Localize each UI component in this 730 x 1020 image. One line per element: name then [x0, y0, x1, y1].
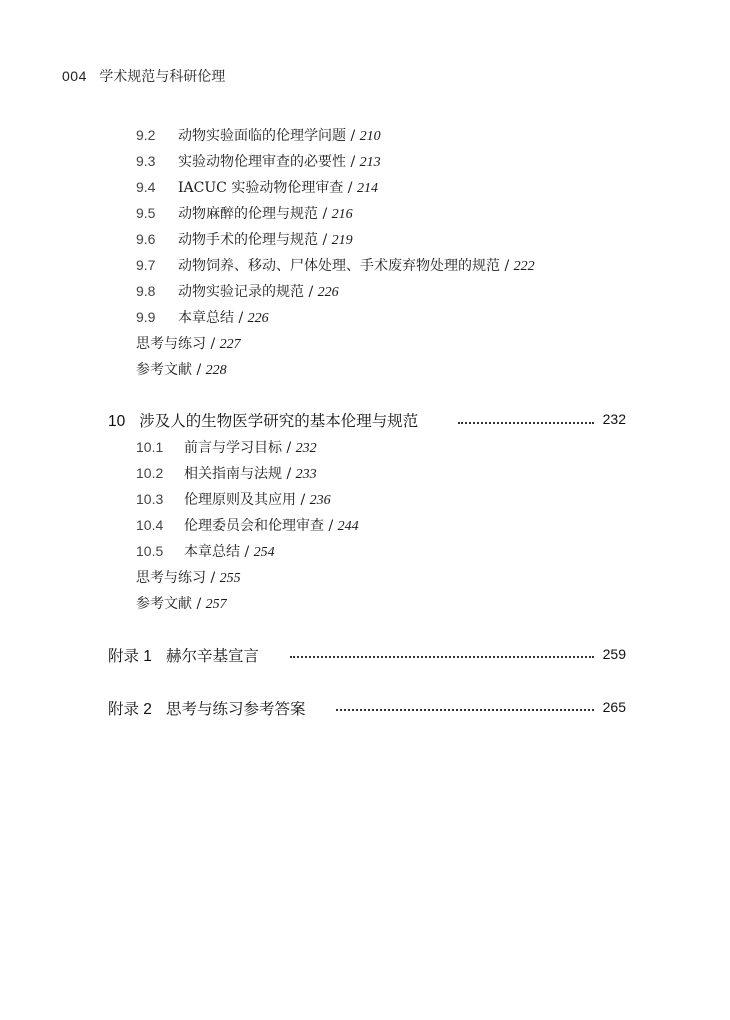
toc-entry-9-5[interactable]	[136, 203, 353, 223]
toc-entry-10-2[interactable]	[136, 463, 317, 483]
section-title: 动物饲养、移动、尸体处理、手术废弃物处理的规范	[178, 258, 500, 274]
appendix-number: 附录 2	[108, 701, 152, 718]
chapter-page-ref: 232	[602, 411, 626, 427]
section-title: 参考文献	[136, 596, 192, 612]
page-ref: 255	[219, 571, 241, 586]
section-title: 参考文献	[136, 362, 192, 378]
page-separator: /	[346, 128, 360, 144]
page-separator: /	[192, 596, 206, 612]
page-ref: 210	[359, 129, 381, 144]
toc-entry-ch9-references[interactable]	[136, 359, 227, 379]
toc-entry-9-8[interactable]	[136, 281, 339, 301]
page-ref: 244	[337, 519, 359, 534]
section-title: 动物麻醉的伦理与规范	[178, 206, 318, 222]
toc-entry-10-3[interactable]	[136, 489, 331, 509]
page-separator: /	[343, 180, 357, 196]
section-title: 思考与练习	[136, 570, 206, 586]
page-ref: 232	[295, 441, 317, 456]
running-header	[62, 66, 225, 86]
section-title: IACUC 实验动物伦理审查	[178, 180, 344, 196]
toc-entry-10-1[interactable]	[136, 437, 317, 457]
section-number: 9.6	[136, 231, 156, 247]
section-title: 本章总结	[184, 544, 240, 560]
section-title: 本章总结	[178, 310, 234, 326]
dot-leader	[336, 709, 594, 711]
page-ref: 228	[205, 363, 227, 378]
toc-entry-9-2[interactable]	[136, 125, 381, 145]
toc-entry-ch10-exercises[interactable]	[136, 567, 241, 587]
page-separator: /	[206, 336, 220, 352]
section-number: 9.7	[136, 257, 156, 273]
section-title: 伦理原则及其应用	[184, 492, 296, 508]
section-title: 思考与练习	[136, 336, 206, 352]
page-separator: /	[206, 570, 220, 586]
dot-leader	[290, 656, 594, 658]
toc-entry-ch9-exercises[interactable]	[136, 333, 241, 353]
section-title: 前言与学习目标	[184, 440, 282, 456]
page-ref: 214	[356, 181, 378, 196]
toc-entry-ch10-references[interactable]	[136, 593, 227, 613]
section-number: 9.4	[136, 179, 156, 195]
toc-entry-9-4[interactable]	[136, 177, 378, 197]
section-number: 10.2	[136, 465, 164, 481]
toc-entry-9-7[interactable]	[136, 255, 535, 275]
section-title: 伦理委员会和伦理审查	[184, 518, 324, 534]
section-number: 9.5	[136, 205, 156, 221]
appendix-page-ref: 259	[602, 646, 626, 662]
section-number: 10.4	[136, 517, 164, 533]
page-ref: 219	[331, 233, 353, 248]
section-title: 动物实验记录的规范	[178, 284, 304, 300]
section-title: 实验动物伦理审查的必要性	[178, 154, 346, 170]
page-separator: /	[282, 440, 296, 456]
section-title: 动物手术的伦理与规范	[178, 232, 318, 248]
section-title: 动物实验面临的伦理学问题	[178, 128, 346, 144]
page-separator: /	[500, 258, 514, 274]
dot-leader	[458, 422, 594, 424]
toc-appendix-1[interactable]	[108, 644, 259, 666]
toc-entry-9-6[interactable]	[136, 229, 353, 249]
page-separator: /	[234, 310, 248, 326]
page-ref: 222	[513, 259, 535, 274]
section-number: 10.3	[136, 491, 164, 507]
page-separator: /	[346, 154, 360, 170]
header-book-title: 学术规范与科研伦理	[99, 69, 226, 85]
section-number: 10.5	[136, 543, 164, 559]
appendix-title: 赫尔辛基宣言	[165, 647, 259, 665]
toc-entry-10-4[interactable]	[136, 515, 359, 535]
section-number: 9.9	[136, 309, 156, 325]
section-number: 9.8	[136, 283, 156, 299]
toc-entry-10-5[interactable]	[136, 541, 275, 561]
page-separator: /	[296, 492, 310, 508]
toc-appendix-2[interactable]	[108, 697, 305, 719]
page-ref: 226	[247, 311, 269, 326]
page-ref: 233	[295, 467, 317, 482]
page-separator: /	[318, 232, 332, 248]
header-page-number: 004	[62, 68, 87, 84]
page-separator: /	[240, 544, 254, 560]
page-separator: /	[304, 284, 318, 300]
chapter-number: 10	[108, 413, 126, 430]
page-ref: 226	[317, 285, 339, 300]
section-number: 10.1	[136, 439, 164, 455]
section-title: 相关指南与法规	[184, 466, 282, 482]
chapter-title: 涉及人的生物医学研究的基本伦理与规范	[139, 412, 419, 430]
toc-chapter-10[interactable]	[108, 409, 418, 431]
page-separator: /	[282, 466, 296, 482]
section-number: 9.3	[136, 153, 156, 169]
appendix-page-ref: 265	[602, 699, 626, 715]
page-ref: 254	[253, 545, 275, 560]
section-number: 9.2	[136, 127, 156, 143]
page-separator: /	[324, 518, 338, 534]
page-ref: 236	[309, 493, 331, 508]
toc-entry-9-9[interactable]	[136, 307, 269, 327]
page-ref: 216	[331, 207, 353, 222]
toc-entry-9-3[interactable]	[136, 151, 381, 171]
page-ref: 227	[219, 337, 241, 352]
page-ref: 257	[205, 597, 227, 612]
appendix-number: 附录 1	[108, 648, 152, 665]
page-separator: /	[318, 206, 332, 222]
page-ref: 213	[359, 155, 381, 170]
appendix-title: 思考与练习参考答案	[165, 700, 306, 718]
page-separator: /	[192, 362, 206, 378]
